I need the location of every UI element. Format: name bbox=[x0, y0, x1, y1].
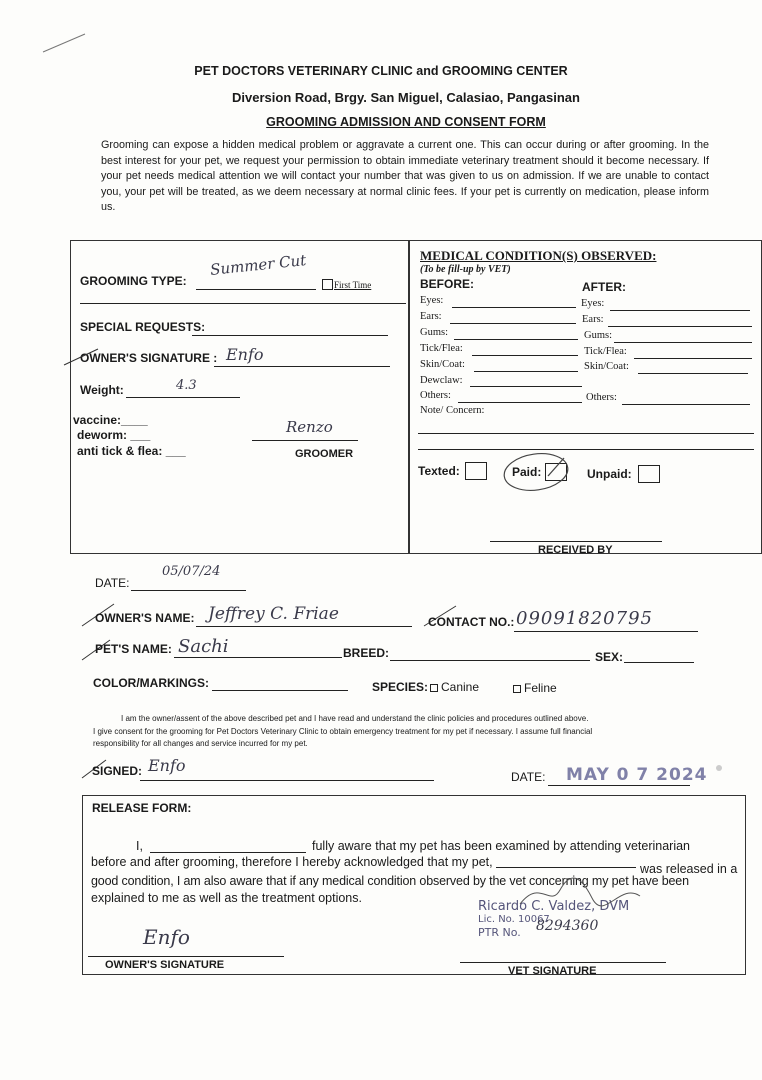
after-eyes: Eyes: bbox=[581, 298, 605, 309]
breed-label: BREED: bbox=[343, 646, 390, 660]
note-line-1[interactable] bbox=[418, 433, 754, 434]
owner-release-signature: Enfo bbox=[143, 925, 190, 949]
feline-checkbox[interactable] bbox=[513, 685, 521, 693]
consent-line-3: responsibility for all changes and service incurred for my pet. bbox=[93, 739, 308, 748]
release-p3: good condition, I am also aware that if any medical condition observed by the vet concerning my pet have been bbox=[91, 874, 689, 888]
after-eyes-line[interactable] bbox=[610, 310, 750, 311]
feline-label: Feline bbox=[524, 681, 557, 695]
clinic-name: PET DOCTORS VETERINARY CLINIC and GROOMING CENTER bbox=[194, 64, 568, 78]
vet-sig-line[interactable] bbox=[460, 962, 666, 963]
unpaid-checkbox[interactable] bbox=[638, 465, 660, 483]
owner-signature-value: Enfo bbox=[226, 345, 264, 364]
before-tickflea: Tick/Flea: bbox=[420, 343, 463, 354]
consent-date-label: DATE: bbox=[511, 770, 546, 784]
before-heading: BEFORE: bbox=[420, 277, 474, 291]
signed-value: Enfo bbox=[148, 756, 186, 775]
before-dewclaw-line[interactable] bbox=[470, 386, 582, 387]
species-label: SPECIES: bbox=[372, 680, 429, 694]
release-p2a: before and after grooming, therefore I hereby acknowledged that my pet, bbox=[91, 855, 493, 869]
received-by-line[interactable] bbox=[490, 541, 662, 542]
before-skincoat: Skin/Coat: bbox=[420, 359, 465, 370]
before-gums-line[interactable] bbox=[454, 339, 578, 340]
groomer-label: GROOMER bbox=[295, 448, 354, 460]
strike-mark bbox=[62, 345, 102, 369]
after-others-line[interactable] bbox=[622, 404, 750, 405]
note-concern-label: Note/ Concern: bbox=[420, 405, 485, 416]
weight-label: Weight: bbox=[80, 383, 124, 397]
texted-label: Texted: bbox=[418, 464, 460, 478]
sex-label: SEX: bbox=[595, 650, 624, 664]
note-line-2[interactable] bbox=[418, 449, 754, 450]
color-markings-label: COLOR/MARKINGS: bbox=[93, 676, 209, 690]
pet-name-value: Sachi bbox=[178, 636, 229, 657]
before-ears: Ears: bbox=[420, 311, 442, 322]
release-p2b: was released in a bbox=[640, 862, 738, 876]
first-time-checkbox[interactable] bbox=[322, 279, 333, 290]
weight-line[interactable] bbox=[126, 397, 240, 398]
owner-name-line[interactable] bbox=[196, 626, 412, 627]
after-skincoat: Skin/Coat: bbox=[584, 361, 629, 372]
owner-name-value: Jeffrey C. Friae bbox=[208, 604, 339, 624]
paid-label: Paid: bbox=[512, 465, 542, 479]
grooming-extra-line bbox=[80, 303, 406, 304]
special-requests-line[interactable] bbox=[192, 335, 388, 336]
pet-name-label: PET'S NAME: bbox=[95, 642, 172, 656]
breed-line[interactable] bbox=[390, 660, 590, 661]
signed-line[interactable] bbox=[140, 780, 434, 781]
after-tickflea-line[interactable] bbox=[634, 358, 752, 359]
before-gums: Gums: bbox=[420, 327, 449, 338]
owner-signature-label: OWNER'S SIGNATURE : bbox=[80, 351, 218, 365]
before-tickflea-line[interactable] bbox=[472, 355, 578, 356]
special-requests-label: SPECIAL REQUESTS: bbox=[80, 320, 206, 334]
canine-label: Canine bbox=[441, 680, 480, 694]
consent-line-1: I am the owner/assent of the above described pet and I have read and understand the clinic policies and procedures outlined above. bbox=[121, 714, 589, 723]
form-title: GROOMING ADMISSION AND CONSENT FORM bbox=[266, 115, 546, 129]
box-divider bbox=[408, 241, 410, 553]
after-ears: Ears: bbox=[582, 314, 604, 325]
release-name-line[interactable] bbox=[150, 852, 306, 853]
vet-ptr-value: 8294360 bbox=[536, 918, 599, 934]
owner-release-sig-line[interactable] bbox=[88, 956, 284, 957]
texted-checkbox[interactable] bbox=[465, 462, 487, 480]
release-title: RELEASE FORM: bbox=[92, 801, 192, 815]
contact-value: 09091820795 bbox=[516, 608, 653, 629]
paid-circle-mark bbox=[500, 446, 580, 496]
owner-release-sig-label: OWNER'S SIGNATURE bbox=[105, 959, 225, 971]
after-tickflea: Tick/Flea: bbox=[584, 346, 627, 357]
after-heading: AFTER: bbox=[582, 280, 626, 294]
after-skincoat-line[interactable] bbox=[638, 373, 748, 374]
consent-line-2: I give consent for the grooming for Pet Doctors Veterinary Clinic to obtain emergency treatment for my pet if necessary. I assume full financial bbox=[93, 727, 593, 736]
grooming-type-label: GROOMING TYPE: bbox=[80, 274, 187, 288]
groomer-line[interactable] bbox=[252, 440, 358, 441]
contact-line[interactable] bbox=[514, 631, 698, 632]
vet-sig-label: VET SIGNATURE bbox=[508, 965, 597, 977]
received-by-label: RECEIVED BY bbox=[538, 544, 613, 556]
vet-name-stamp: Ricardo C. Valdez, DVM bbox=[478, 899, 630, 914]
vaccine-label: vaccine:____ bbox=[73, 413, 148, 427]
sex-line[interactable] bbox=[624, 662, 694, 663]
release-p4: explained to me as well as the treatment options. bbox=[91, 891, 362, 905]
smudge-dot bbox=[716, 765, 722, 771]
pen-mark bbox=[40, 30, 90, 60]
deworm-label: deworm: ___ bbox=[77, 428, 151, 442]
before-eyes-line[interactable] bbox=[452, 307, 576, 308]
clinic-address: Diversion Road, Brgy. San Miguel, Calasiao, Pangasinan bbox=[232, 90, 580, 105]
canine-checkbox[interactable] bbox=[430, 684, 438, 692]
owner-signature-line[interactable] bbox=[214, 366, 390, 367]
medical-subtitle: (To be fill-up by VET) bbox=[420, 264, 511, 275]
date-value: 05/07/24 bbox=[162, 564, 221, 579]
grooming-type-line bbox=[196, 289, 316, 290]
owner-name-label: OWNER'S NAME: bbox=[95, 611, 195, 625]
consent-date-line[interactable] bbox=[548, 785, 690, 786]
consent-date-stamp: MAY 0 7 2024 bbox=[566, 765, 708, 785]
release-p1b: fully aware that my pet has been examined by attending veterinarian bbox=[312, 839, 691, 853]
pet-name-line[interactable] bbox=[174, 657, 342, 658]
color-markings-line[interactable] bbox=[212, 690, 348, 691]
contact-label: CONTACT NO.: bbox=[428, 615, 515, 629]
after-others: Others: bbox=[586, 392, 617, 403]
grooming-type-value[interactable]: Summer Cut bbox=[209, 251, 308, 279]
first-time-label: First Time bbox=[334, 280, 372, 290]
antitick-label: anti tick & flea: ___ bbox=[77, 444, 186, 458]
signed-label: SIGNED: bbox=[92, 764, 143, 778]
groomer-name: Renzo bbox=[286, 418, 333, 436]
before-others-line[interactable] bbox=[458, 402, 582, 403]
vet-ptr-label: PTR No. bbox=[478, 926, 521, 939]
unpaid-label: Unpaid: bbox=[587, 467, 632, 481]
after-gums-line[interactable] bbox=[614, 342, 752, 343]
before-skincoat-line[interactable] bbox=[474, 371, 578, 372]
before-dewclaw: Dewclaw: bbox=[420, 375, 463, 386]
before-ears-line[interactable] bbox=[450, 323, 576, 324]
before-eyes: Eyes: bbox=[420, 295, 444, 306]
after-ears-line[interactable] bbox=[608, 326, 752, 327]
date-label: DATE: bbox=[95, 576, 130, 590]
before-others: Others: bbox=[420, 390, 451, 401]
weight-value: 4.3 bbox=[176, 378, 197, 393]
vet-license: Lic. No. 10067 bbox=[478, 914, 550, 925]
vet-signature-scribble bbox=[500, 868, 650, 918]
after-gums: Gums: bbox=[584, 330, 613, 341]
release-i: I, bbox=[136, 839, 143, 853]
medical-title: MEDICAL CONDITION(S) OBSERVED: bbox=[420, 248, 657, 263]
date-line[interactable] bbox=[131, 590, 246, 591]
intro-paragraph: Grooming can expose a hidden medical problem or aggravate a current one. This can occur during or after grooming. In the best interest for your pet, we request your permission to obtain immediate veterinary treatment should it become necessary. If your pet needs medical attention we will contact your number that was given to us on admission. If we are unable to contact you, your pet will be treated, as we deem necessary at normal clinic fees. If your pet is currently on medication, please inform us. bbox=[101, 139, 709, 214]
